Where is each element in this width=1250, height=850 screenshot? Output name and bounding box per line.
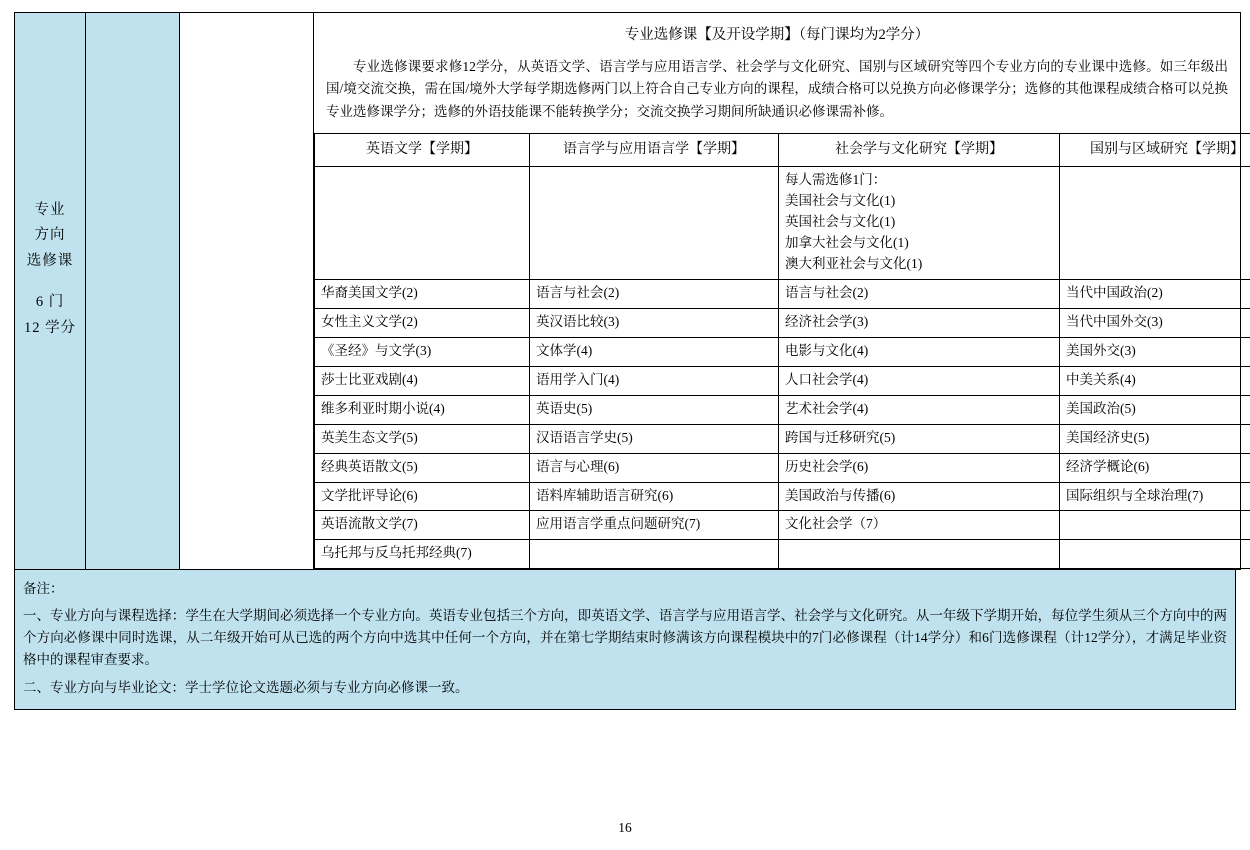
course-cell: 美国外交(3) [1060, 337, 1250, 366]
course-cell [779, 540, 1060, 569]
note-item-1: 一、专业方向与课程选择：学生在大学期间必须选择一个专业方向。英语专业包括三个方向，即英语文学、语言学与应用语言学、社会学与文化研究。从一年级下学期开始，每位学生须从三个方向中的两个方向必修课中同时选课，从二年级开始可从已选的两个方向中选其中任何一个方向，并在第七学期结束时修满该方向课程模块中的7门必修课程（计14学分）和6门选修课程（计12学分），才满足毕业资格中的课程审查要求。 [23, 608, 1227, 668]
course-cell: 经典英语散文(5) [315, 453, 530, 482]
course-cell: 当代中国外交(3) [1060, 309, 1250, 338]
required-note-item: 加拿大社会与文化(1) [785, 235, 909, 251]
table-row [315, 337, 1250, 366]
course-cell: 当代中国政治(2) [1060, 280, 1250, 309]
course-cell: 人口社会学(4) [779, 366, 1060, 395]
course-cell: 英汉语比较(3) [530, 309, 779, 338]
required-note-title: 每人需选修1门： [785, 172, 887, 188]
table-row [315, 540, 1250, 569]
column-header-linguistics: 语言学与应用语言学【学期】 [530, 133, 779, 167]
required-note-item: 澳大利亚社会与文化(1) [785, 256, 923, 272]
courses-header-row [315, 133, 1250, 167]
direction-label-line5: 12 学分 [23, 319, 77, 336]
course-cell: 乌托邦与反乌托邦经典(7) [315, 540, 530, 569]
page-number: 16 [618, 820, 632, 835]
course-cell: 语言与社会(2) [779, 280, 1060, 309]
course-cell: 艺术社会学(4) [779, 395, 1060, 424]
course-cell: 英美生态文学(5) [315, 424, 530, 453]
course-cell: 国际组织与全球治理(7) [1060, 482, 1250, 511]
course-cell: 历史社会学(6) [779, 453, 1060, 482]
empty-cell [1060, 167, 1250, 280]
course-cell: 文体学(4) [530, 337, 779, 366]
notes-title: 备注： [23, 581, 64, 597]
course-cell [1060, 540, 1250, 569]
spacer [15, 274, 85, 290]
required-note-item: 美国社会与文化(1) [785, 193, 896, 209]
table-row [315, 280, 1250, 309]
course-cell: 英语流散文学(7) [315, 511, 530, 540]
table-row [315, 395, 1250, 424]
table-row [315, 424, 1250, 453]
section-title: 专业选修课【及开设学期】（每门课均为2学分） [624, 27, 930, 43]
table-row [315, 309, 1250, 338]
course-cell: 经济社会学(3) [779, 309, 1060, 338]
course-cell: 经济学概论(6) [1060, 453, 1250, 482]
course-cell [530, 540, 779, 569]
elective-courses-table [314, 133, 1250, 570]
note-item-2: 二、专业方向与毕业论文：学士学位论文选题必须与专业方向必修课一致。 [23, 679, 469, 695]
course-cell: 文学批评导论(6) [315, 482, 530, 511]
course-cell: 语料库辅助语言研究(6) [530, 482, 779, 511]
course-cell: 美国政治(5) [1060, 395, 1250, 424]
table-row [315, 453, 1250, 482]
curriculum-table [14, 12, 1244, 570]
required-one-course-note [779, 167, 1060, 280]
direction-label-line3: 选修课 [26, 252, 74, 269]
required-note-item: 英国社会与文化(1) [785, 214, 896, 230]
course-cell: 应用语言学重点问题研究(7) [530, 511, 779, 540]
course-cell: 电影与文化(4) [779, 337, 1060, 366]
table-row [315, 366, 1250, 395]
course-cell: 语言与心理(6) [530, 453, 779, 482]
course-cell: 汉语语言学史(5) [530, 424, 779, 453]
course-cell: 维多利亚时期小说(4) [315, 395, 530, 424]
required-note-row [315, 167, 1250, 280]
direction-label-line1: 专业 [34, 202, 66, 218]
course-cell: 美国经济史(5) [1060, 424, 1250, 453]
direction-label-line2: 方向 [34, 227, 66, 244]
course-cell: 文化社会学（7） [779, 511, 1060, 540]
course-cell: 美国政治与传播(6) [779, 482, 1060, 511]
course-cell: 中美关系(4) [1060, 366, 1250, 395]
credits-blank-cell [86, 13, 180, 570]
table-row [315, 511, 1250, 540]
course-cell: 语用学入门(4) [530, 366, 779, 395]
elective-section-cell [314, 13, 1244, 570]
direction-label-line4: 6 门 [35, 294, 65, 311]
column-header-area-studies: 国别与区域研究【学期】 [1060, 133, 1250, 167]
empty-cell [530, 167, 779, 280]
course-cell [1060, 511, 1250, 540]
direction-label [15, 13, 85, 341]
column-header-sociology: 社会学与文化研究【学期】 [779, 133, 1060, 167]
course-cell: 《圣经》与文学(3) [315, 337, 530, 366]
course-cell: 英语史(5) [530, 395, 779, 424]
course-cell: 莎士比亚戏剧(4) [315, 366, 530, 395]
course-code-blank-cell [180, 13, 314, 570]
empty-cell [315, 167, 530, 280]
direction-label-cell [15, 13, 86, 570]
course-cell: 女性主义文学(2) [315, 309, 530, 338]
table-row [15, 13, 1241, 570]
column-header-literature: 英语文学【学期】 [315, 133, 530, 167]
table-row [315, 482, 1250, 511]
course-cell: 语言与社会(2) [530, 280, 779, 309]
notes-section [14, 570, 1236, 709]
section-paragraph: 专业选修课要求修12学分，从英语文学、语言学与应用语言学、社会学与文化研究、国别与区域研究等四个专业方向的专业课中选修。如三年级出国/境交流交换，需在国/境外大学每学期选修两门以上符合自己专业方向的课程，成绩合格可以兑换方向必修课学分；选修的其他课程成绩合格可以兑换专业选修课学分；选修的外语技能课不能转换学分；交流交换学习期间所缺通识必修课需补修。 [326, 59, 1228, 119]
course-cell: 跨国与迁移研究(5) [779, 424, 1060, 453]
course-cell: 华裔美国文学(2) [315, 280, 530, 309]
